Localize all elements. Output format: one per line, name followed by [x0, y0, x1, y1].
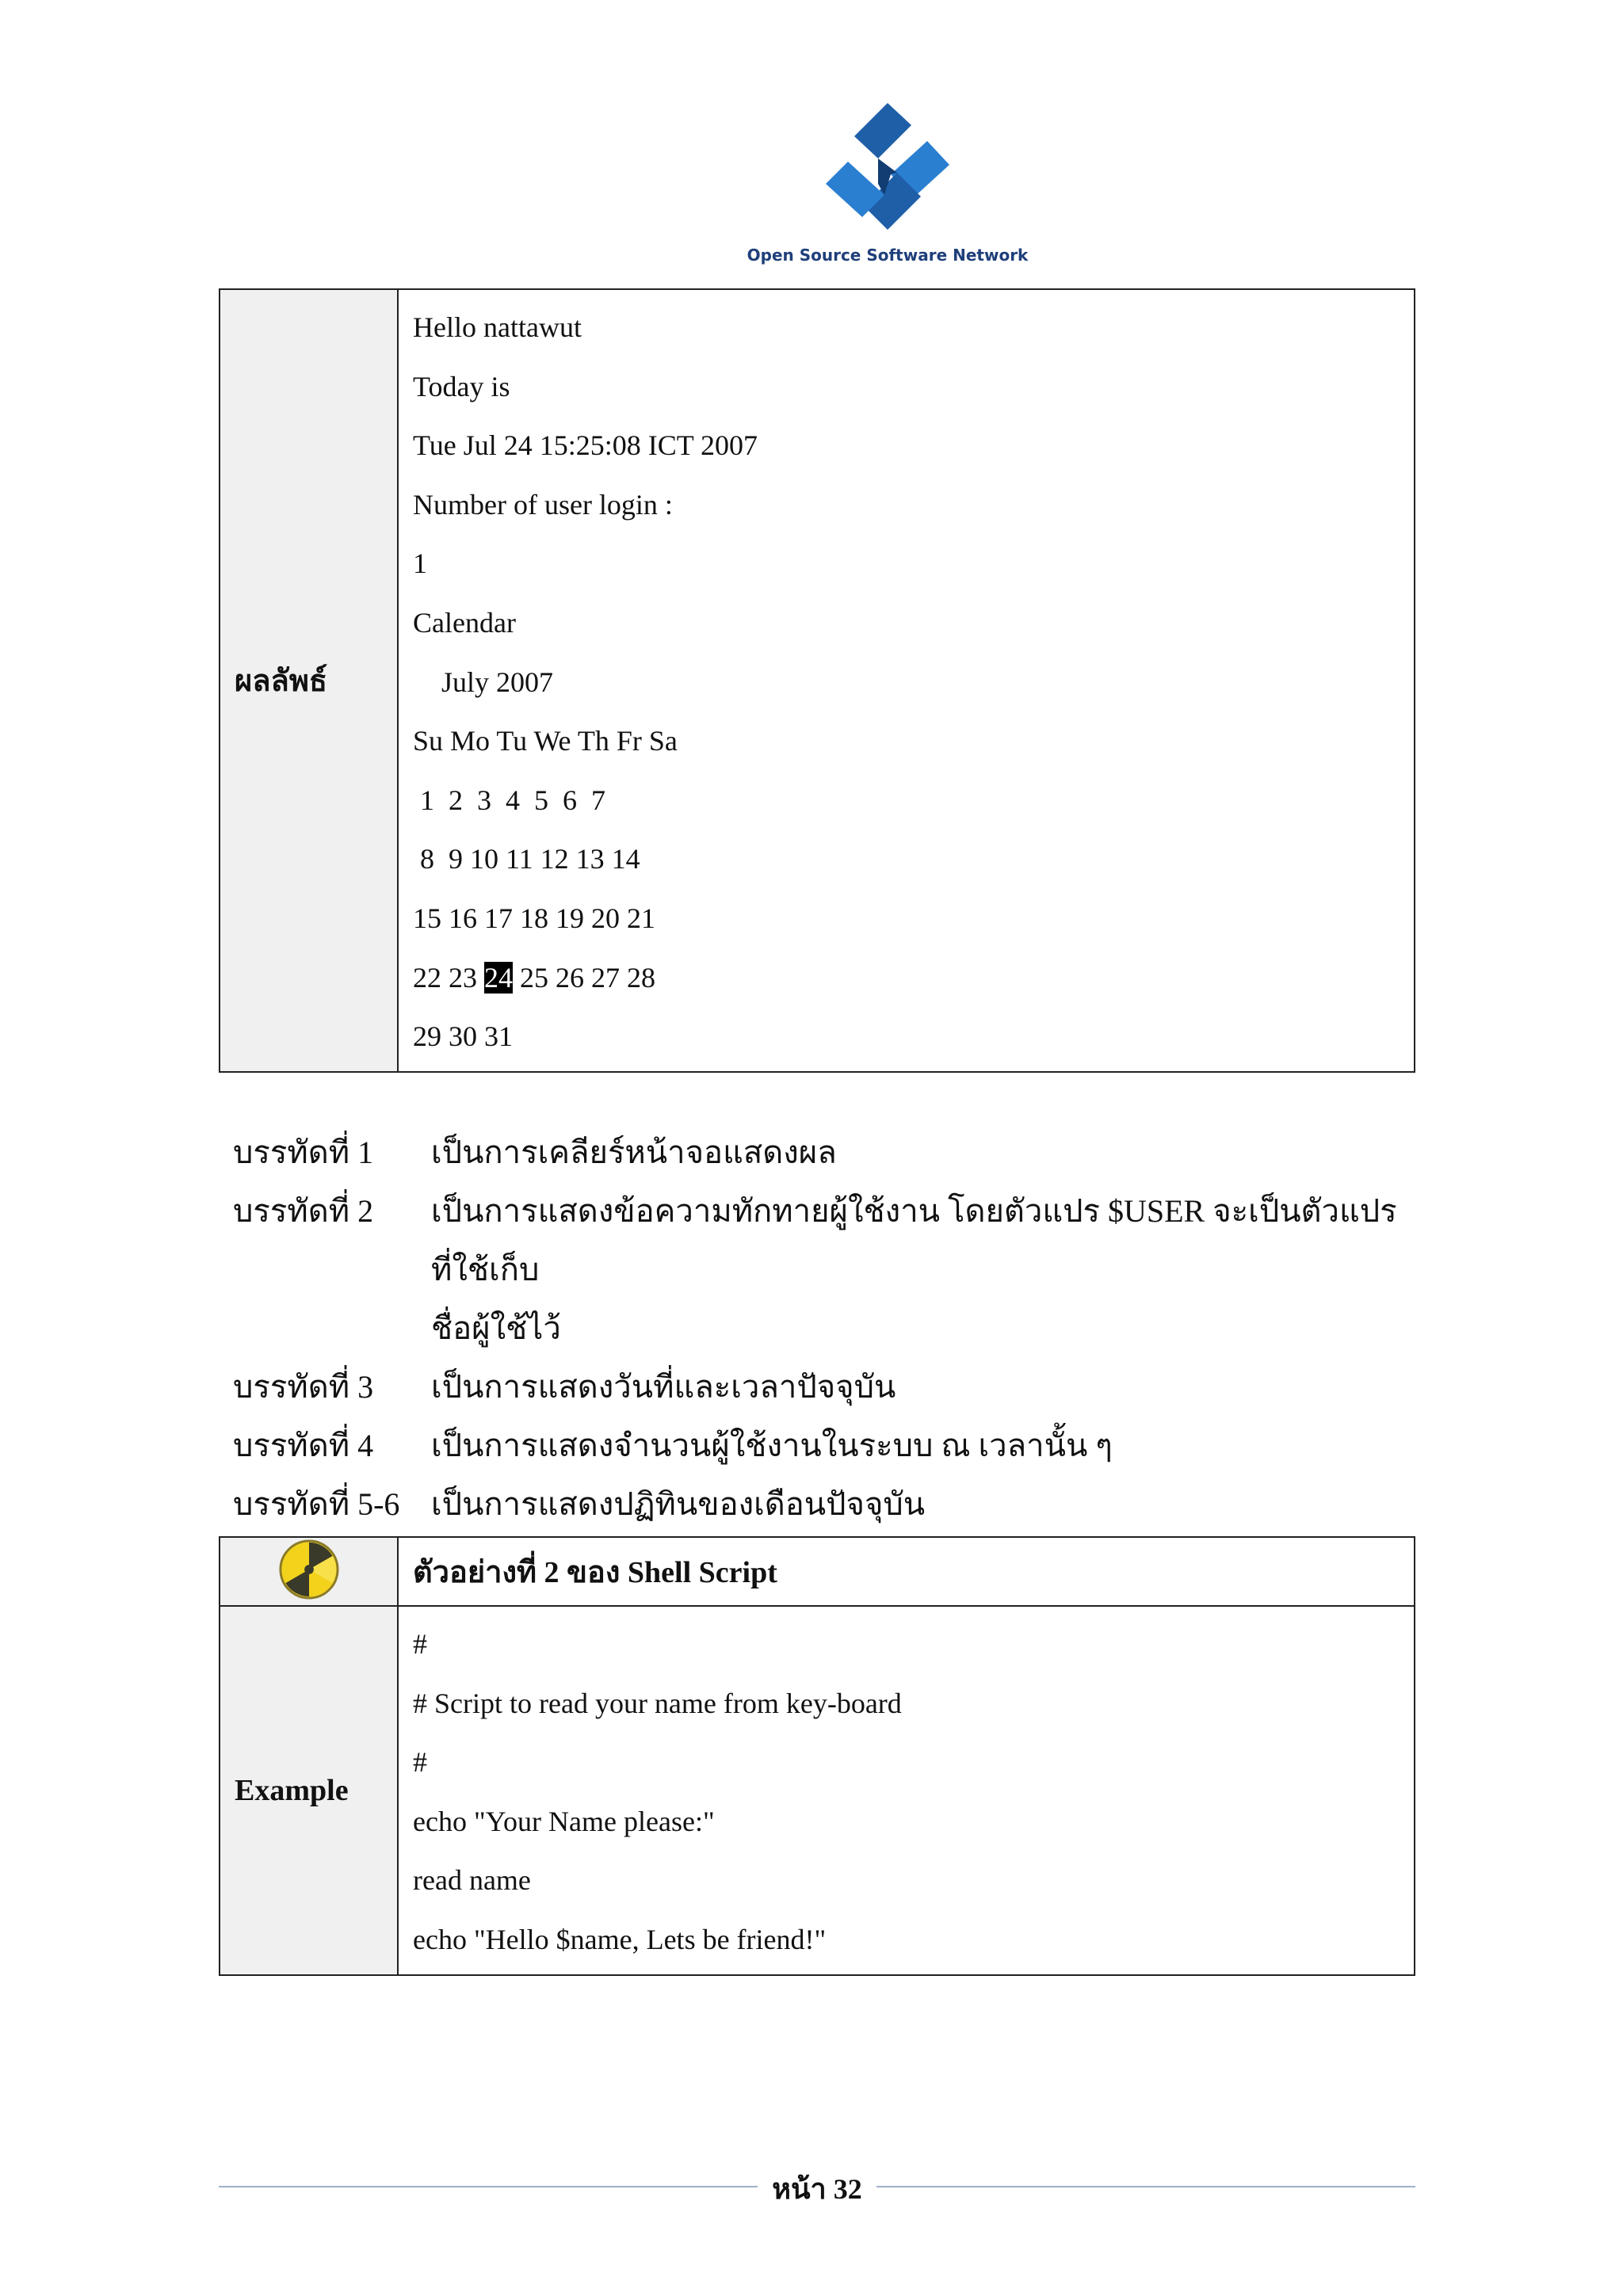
- example-icon-cell: [220, 1537, 398, 1606]
- page-footer: [219, 2163, 1415, 2210]
- osn-logo: [713, 87, 1062, 280]
- result-output: [398, 289, 1415, 1072]
- code-line: #: [413, 1746, 427, 1779]
- calendar-weekday-header: Su Mo Tu We Th Fr Sa: [413, 725, 678, 757]
- example-table: [219, 1536, 1415, 1976]
- code-line: echo "Hello $name, Lets be friend!": [413, 1923, 827, 1955]
- line-number: บรรทัดที่ 1: [233, 1135, 374, 1170]
- description-row: [233, 1182, 1406, 1299]
- output-line: 1: [413, 547, 427, 580]
- code-line: echo "Your Name please:": [413, 1805, 715, 1837]
- calendar-week-row: 29 30 31: [413, 1020, 513, 1053]
- code-line: # Script to read your name from key-board: [413, 1687, 902, 1719]
- calendar-week-row: 8 9 10 11 12 13 14: [413, 843, 640, 875]
- calendar-week-row: 1 2 3 4 5 6 7: [413, 784, 605, 816]
- result-table: [219, 288, 1415, 1073]
- line-explanation: เป็นการแสดงปฏิทินของเดือนปัจจุบัน: [431, 1486, 926, 1522]
- output-line: Tue Jul 24 15:25:08 ICT 2007: [413, 429, 758, 462]
- calendar-days-after: 25 26 27 28: [513, 961, 655, 994]
- pinwheel-logo-icon: [808, 95, 967, 246]
- description-row: [233, 1417, 1406, 1475]
- line-number: บรรทัดที่ 4: [233, 1428, 374, 1463]
- line-explanation: เป็นการเคลียร์หน้าจอแสดงผล: [431, 1135, 837, 1170]
- line-explanation: เป็นการแสดงข้อความทักทายผู้ใช้งาน โดยตัวแปร $USER จะเป็นตัวแปรที่ใช้เก็บ: [431, 1193, 1397, 1287]
- example-title: ตัวอย่างที่ 2 ของ Shell Script: [398, 1537, 1415, 1606]
- line-number: [233, 1299, 431, 1358]
- output-line: Today is: [413, 370, 510, 402]
- calendar-week-row: 15 16 17 18 19 20 21: [413, 902, 655, 934]
- output-line: Hello nattawut: [413, 311, 582, 343]
- description-row: [233, 1299, 1406, 1358]
- code-line: read name: [413, 1864, 531, 1897]
- description-row: [233, 1358, 1406, 1417]
- caution-disc-icon: [278, 1539, 340, 1600]
- code-line: #: [413, 1628, 427, 1660]
- page-number: หน้า 32: [772, 2173, 862, 2205]
- calendar-week-row-current: [413, 948, 1400, 1008]
- line-explanation: ชื่อผู้ใช้ไว้: [431, 1310, 561, 1346]
- result-label: ผลลัพธ์: [220, 289, 398, 1072]
- line-number: บรรทัดที่ 5-6: [233, 1486, 400, 1522]
- output-line: Number of user login :: [413, 488, 673, 521]
- description-row: [233, 1123, 1406, 1182]
- output-line: Calendar: [413, 606, 516, 639]
- calendar-days-before: 22 23: [413, 961, 484, 994]
- logo-caption: Open Source Software Network: [747, 246, 1029, 265]
- example-label: Example: [220, 1606, 398, 1975]
- line-explanation: เป็นการแสดงวันที่และเวลาปัจจุบัน: [431, 1369, 896, 1405]
- line-descriptions: [233, 1123, 1406, 1534]
- calendar-today-highlight: 24: [484, 961, 513, 994]
- description-row: [233, 1475, 1406, 1534]
- line-number: บรรทัดที่ 3: [233, 1369, 374, 1405]
- line-number: บรรทัดที่ 2: [233, 1193, 374, 1229]
- example-code: [398, 1606, 1415, 1975]
- calendar-month-title: July 2007: [413, 666, 554, 698]
- line-explanation: เป็นการแสดงจำนวนผู้ใช้งานในระบบ ณ เวลานั้น ๆ: [431, 1428, 1113, 1463]
